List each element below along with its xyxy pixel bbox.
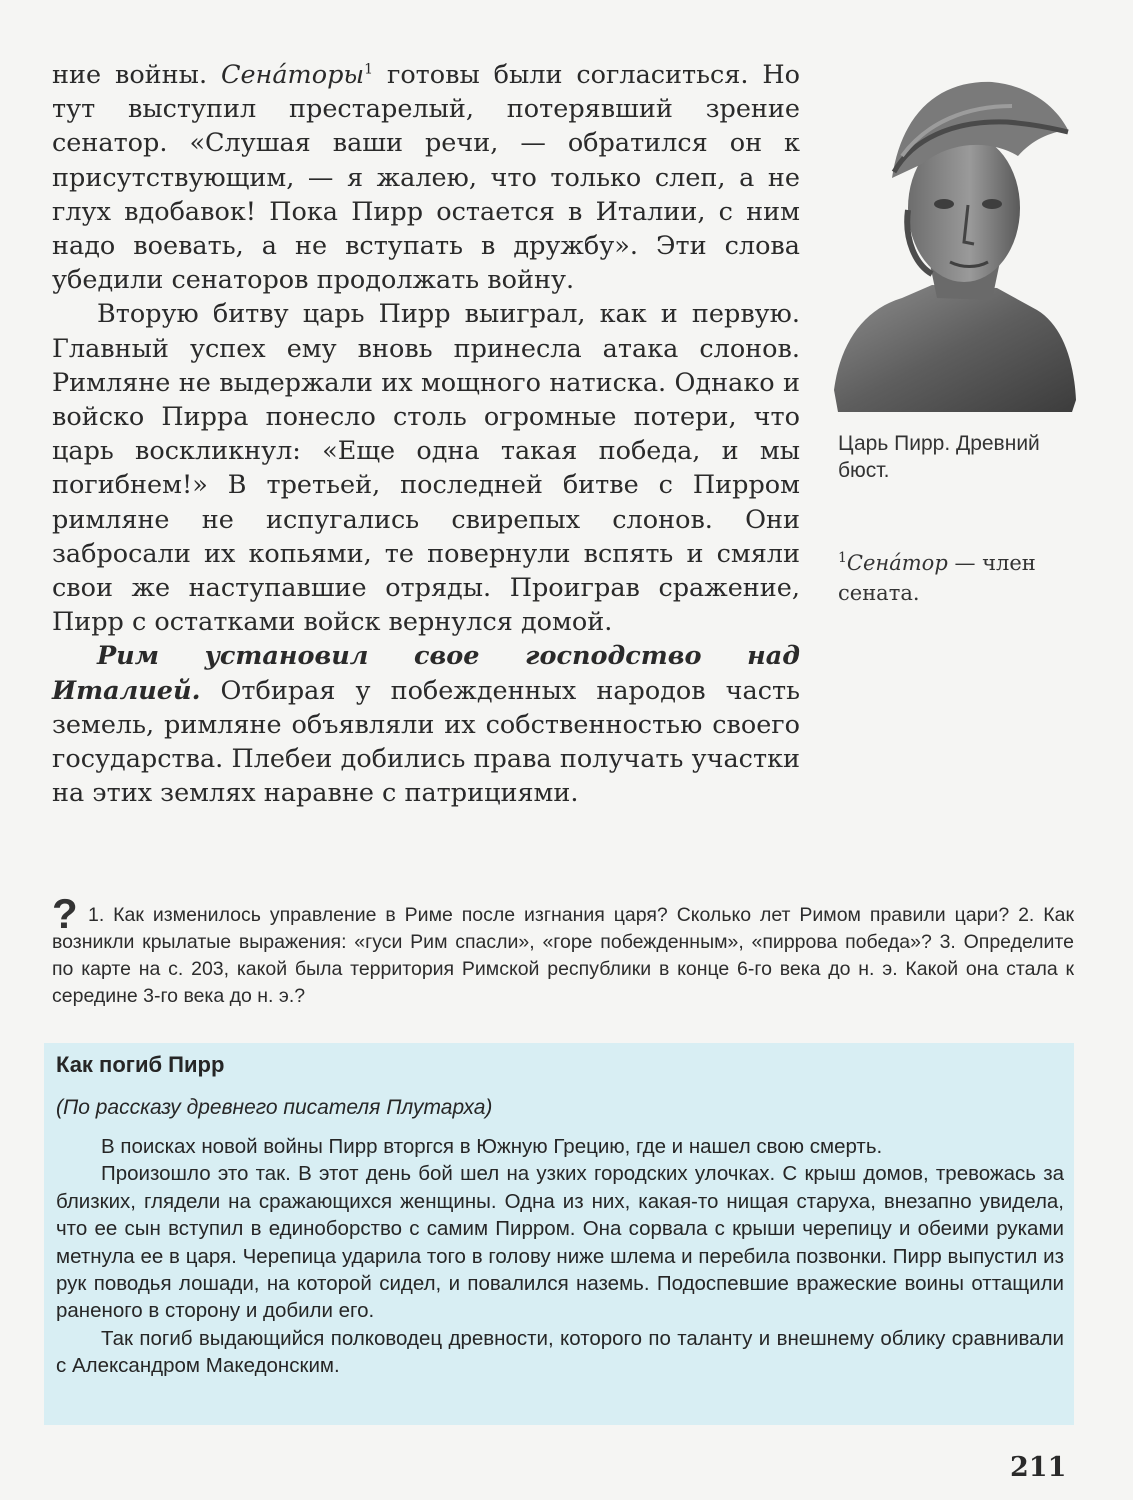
reading-box-content [56, 1049, 1064, 1380]
inline-heading: Рим установил свое господство над Италией. [52, 641, 800, 706]
main-text [52, 58, 800, 810]
pyrrhus-bust-image [832, 60, 1078, 415]
box-title: Как погиб Пирр [56, 1052, 225, 1077]
box-paragraph-3: Так погиб выдающийся полководец древности, которого по таланту и внешнему облику сравнивали с Александром Македонским. [56, 1326, 1064, 1378]
page-number: 211 [1010, 1452, 1067, 1483]
box-paragraph-2: Произошло это так. В этот день бой шел на узких городских улочках. С крыш домов, тревожась за близких, глядели на сражающихся женщины. Одна из них, какая-то нищая старуха, внезапно увидела, что ее сын вступил в единоборство с самим Пирром. Она сорвала с крыши черепицу и обеими руками метнула ее в царя. Черепица ударила того в голову ниже шлема и перебила позвонки. Пирр выпустил из рук поводья лошади, на которой сидел, и повалился наземь. Подоспевшие вражеские воины оттащили раненого в сторону и добили его. [56, 1162, 1064, 1323]
paragraph-1: ние войны. Сена́торы$^1$ готовы были согласиться. Но тут выступил престарелый, потерявший зрение сенатор. «Слушая ваши речи, — обратился он к присутствующим, — я жалею, что только слеп, а не глух вдобавок! Пока Пирр остается в Италии, с ним надо воевать, а не вступать в дружбу». Эти слова убедили сенаторов продолжать войну. [52, 60, 800, 296]
footnote-term: Сена́тор [846, 551, 948, 575]
questions-text: 1. Как изменилось управление в Риме после изгнания царя? Сколько лет Римом правили цари? 2. Как возникли крылатые выражения: «гуси Рим спасли», «горе побежденным», «пиррова победа»? 3. Определите по карте на с. 203, какой была территория Римской республики в конце 6-го века до н. э. Какой она стала к середине 3-го века до н. э.? [52, 904, 1074, 1007]
footnote-ref: 1 [364, 61, 374, 78]
figure-caption: Царь Пирр. Древний бюст. [838, 432, 1040, 482]
term-senators: Сена́торы [220, 60, 365, 90]
question-mark-icon: ? [52, 890, 78, 937]
footnote-definition: — член сената. [838, 551, 1036, 605]
review-questions [52, 902, 1074, 1010]
footnote [838, 548, 1078, 608]
box-paragraph-1: В поисках новой войны Пирр вторгся в Южную Грецию, где и нашел свою смерть. [101, 1135, 883, 1158]
footnote-marker: 1 [838, 550, 847, 566]
paragraph-3: Рим установил свое господство над Италией. Отбирая у побежденных народов часть земель, римляне объявляли их собственностью своего государства. Плебеи добились права получать участки на этих землях наравне с патрициями. [52, 641, 800, 809]
paragraph-2: Вторую битву царь Пирр выиграл, как и первую. Главный успех ему вновь принесла атака слонов. Римляне не выдержали их мощного натиска. Однако и войско Пирра понесло столь огромные потери, что царь воскликнул: «Еще одна такая победа, и мы погибнем!» В третьей, последней битве с Пирром римляне не испугались свирепых слонов. Они забросали их копьями, те повернули вспять и смяли свои же наступавшие отряды. Проиграв сражение, Пирр с остатками войск вернулся домой. [52, 299, 800, 638]
box-subtitle: (По рассказу древнего писателя Плутарха) [56, 1096, 493, 1119]
reading-box [44, 1043, 1074, 1425]
